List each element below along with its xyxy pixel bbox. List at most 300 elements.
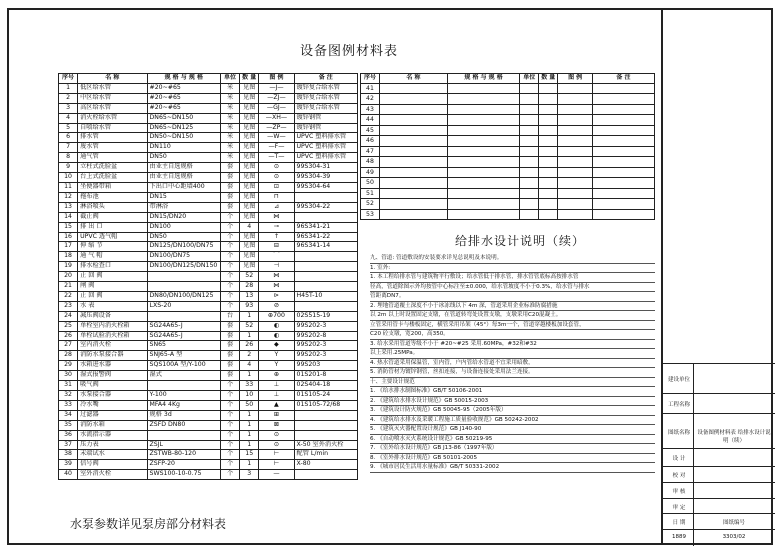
table-cell: 93 [240, 301, 259, 311]
table-cell [147, 311, 220, 321]
description-line: 立管采用管卡与楼板固定，横管采用吊架（45°）每3m一个，管道穿越楼板加设套管， [370, 321, 655, 331]
table-cell [539, 125, 558, 136]
table-cell: 1 [59, 83, 78, 93]
table-cell: H45T-10 [294, 291, 357, 301]
table-cell: 米 [221, 83, 240, 93]
table-header [59, 74, 358, 84]
footer-note: 水泵参数详见泵房部分材料表 [70, 517, 227, 531]
table-cell: —F— [259, 143, 294, 153]
table-cell: 低区给水管 [78, 83, 147, 93]
table-cell: 3 [59, 103, 78, 113]
table-cell: 1 [240, 430, 259, 440]
table-cell: ZSFD DN80 [147, 420, 220, 430]
table-cell: —XH— [259, 113, 294, 123]
table-row [59, 232, 358, 242]
table-cell: 米 [221, 103, 240, 113]
title-block-label: 建设单位 [667, 377, 690, 383]
table-cell: ⋈ [259, 282, 294, 292]
table-cell: 34 [59, 410, 78, 420]
table-cell: 40 [59, 470, 78, 480]
table-cell [539, 178, 558, 189]
table-cell: 51 [361, 188, 380, 199]
table-row [59, 331, 358, 341]
table-cell: 44 [361, 115, 380, 126]
table-cell: 见图 [240, 143, 259, 153]
table-cell: 个 [221, 282, 240, 292]
description-line: 九、管道: 管道敷设的安装要求详见总说明及本说明。 [370, 254, 655, 264]
table-cell: ZSFP-20 [147, 460, 220, 470]
description-line: 3. 给水采用管道等级不小于 #20~#25 采用.60MPa，#32和#32 [370, 340, 655, 350]
table-cell: 米 [221, 113, 240, 123]
table-cell [520, 125, 539, 136]
table-cell: 48 [361, 157, 380, 168]
table-cell [447, 199, 519, 210]
table-cell [520, 199, 539, 210]
table-cell [294, 410, 357, 420]
table-cell: 个 [221, 212, 240, 222]
column-header: 单位 [221, 74, 240, 84]
table-cell: X-50 室外消火栓 [294, 440, 357, 450]
table-cell: 消防水泵接合器 [78, 351, 147, 361]
sheet-title: 设备图例材料表 [300, 44, 399, 59]
title-block-row [663, 466, 775, 483]
table-row [59, 400, 358, 410]
table-row [361, 125, 655, 136]
table-cell: 套 [221, 182, 240, 192]
table-cell [294, 420, 357, 430]
table-cell [447, 94, 519, 105]
table-cell: 个 [221, 222, 240, 232]
table-cell [539, 94, 558, 105]
table-cell: 53 [361, 209, 380, 220]
table-cell: 13 [240, 291, 259, 301]
table-cell [379, 199, 447, 210]
table-cell: 99S202-3 [294, 321, 357, 331]
table-cell: 1 [240, 420, 259, 430]
table-cell: 2 [240, 351, 259, 361]
table-row [59, 301, 358, 311]
table-cell: UPVC 塑料排水管 [294, 133, 357, 143]
column-header: 数 量 [539, 74, 558, 84]
table-cell [379, 209, 447, 220]
table-cell: 台上式洗脸盆 [78, 173, 147, 183]
title-block [661, 8, 775, 545]
table-cell [592, 209, 654, 220]
title-block-label: 工程名称 [667, 402, 690, 408]
title-block-value: 图纸编号 [722, 520, 745, 526]
table-cell [539, 146, 558, 157]
table-cell [539, 199, 558, 210]
table-cell: 3 [240, 470, 259, 480]
table-cell: 见图 [240, 113, 259, 123]
table-cell: DN100/DN125/DN150 [147, 262, 220, 272]
table-cell: 27 [59, 341, 78, 351]
table-cell: 水箱进水器 [78, 361, 147, 371]
table-cell: 4 [240, 222, 259, 232]
table-cell: ⊕ [259, 371, 294, 381]
table-cell: ⊘ [259, 301, 294, 311]
table-cell [558, 199, 593, 210]
table-row [59, 163, 358, 173]
table-cell: 33 [240, 381, 259, 391]
table-cell: SWS100-10-0.75 [147, 470, 220, 480]
title-block-label: 设 计 [672, 456, 686, 462]
table-cell: 通气管 [78, 153, 147, 163]
table-cell: 47 [361, 146, 380, 157]
title-block-row [663, 498, 775, 514]
table-cell: ⊳ [259, 291, 294, 301]
table-cell: 米 [221, 123, 240, 133]
table-cell: 坐便器带箱 [78, 182, 147, 192]
table-cell [379, 115, 447, 126]
table-cell [558, 167, 593, 178]
table-cell: 5 [59, 123, 78, 133]
table-cell [539, 83, 558, 94]
table-cell [592, 146, 654, 157]
table-cell: 个 [221, 430, 240, 440]
table-cell: 水泵接合器 [78, 391, 147, 401]
table-cell: 拖布池 [78, 192, 147, 202]
table-cell: 49 [361, 167, 380, 178]
table-cell: 套 [221, 341, 240, 351]
table-cell [592, 94, 654, 105]
table-cell [294, 470, 357, 480]
table-cell [539, 157, 558, 168]
table-cell [447, 104, 519, 115]
table-cell: DN110 [147, 143, 220, 153]
table-cell: DN50 [147, 153, 220, 163]
table-cell [558, 209, 593, 220]
table-row [59, 262, 358, 272]
table-cell: DN50 [147, 232, 220, 242]
table-cell: 20 [59, 272, 78, 282]
table-cell: 50 [361, 178, 380, 189]
title-block-label: 图纸名称 [667, 429, 690, 436]
table-cell [558, 178, 593, 189]
table-cell: 消火栓给水管 [78, 113, 147, 123]
table-cell: 水流指示器 [78, 430, 147, 440]
table-cell: 镀锌复合给水管 [294, 83, 357, 93]
column-header: 规 格 与 规 格 [147, 74, 220, 84]
table-cell: 99S202-3 [294, 351, 357, 361]
table-cell: 4 [59, 113, 78, 123]
table-cell: ⊢ [259, 460, 294, 470]
table-cell: X-80 [294, 460, 357, 470]
column-header: 备 注 [294, 74, 357, 84]
table-cell: 22 [59, 291, 78, 301]
table-cell: 室外消火栓 [78, 470, 147, 480]
table-cell: #20~#65 [147, 83, 220, 93]
table-cell: 截止阀 [78, 212, 147, 222]
title-block-row [663, 513, 775, 530]
table-cell: 见图 [240, 93, 259, 103]
table-cell [558, 146, 593, 157]
table-cell: 23 [59, 301, 78, 311]
table-cell: 42 [361, 94, 380, 105]
table-cell: 见图 [240, 123, 259, 133]
table-cell: SG24A65-J [147, 331, 220, 341]
table-cell: —ZP— [259, 123, 294, 133]
table-cell: ⋈ [259, 272, 294, 282]
table-cell: 止 回 阀 [78, 272, 147, 282]
table-cell [294, 272, 357, 282]
title-block-row [663, 363, 775, 394]
column-header: 数 量 [240, 74, 259, 84]
table-cell: 2 [59, 93, 78, 103]
table-cell [520, 157, 539, 168]
table-row [59, 252, 358, 262]
table-row [59, 173, 358, 183]
table-cell [379, 188, 447, 199]
table-cell: —ZJ— [259, 93, 294, 103]
table-cell: 套 [221, 173, 240, 183]
table-cell: 50 [240, 400, 259, 410]
table-cell: 14 [59, 212, 78, 222]
table-header [361, 74, 655, 84]
table-cell [558, 188, 593, 199]
table-row [361, 146, 655, 157]
table-cell: 见图 [240, 133, 259, 143]
table-cell: 冷水嘴 [78, 400, 147, 410]
table-cell: 43 [361, 104, 380, 115]
table-cell: 17 [59, 242, 78, 252]
table-cell [447, 178, 519, 189]
table-cell [592, 83, 654, 94]
table-cell [520, 167, 539, 178]
table-cell: 吸气阀 [78, 381, 147, 391]
description-title: 给排水设计说明（续） [455, 234, 586, 248]
description-line: 2. 埋地管道覆土深度不小于冰冻线以下 4m 深，管道采用企业标准防腐措施 [370, 302, 655, 312]
table-cell: 99S202-3 [294, 341, 357, 351]
table-cell: 淋浴喷头 [78, 202, 147, 212]
table-row [59, 153, 358, 163]
table-cell: Y [259, 361, 294, 371]
table-cell [558, 125, 593, 136]
title-block-label: 审 核 [672, 489, 686, 495]
title-block-label: 审 定 [672, 504, 686, 511]
table-row [59, 93, 358, 103]
table-row [59, 321, 358, 331]
table-cell: 99S202-8 [294, 331, 357, 341]
table-cell: 单栓试验消火栓箱 [78, 331, 147, 341]
table-cell: —W— [259, 133, 294, 143]
table-cell: 15 [240, 450, 259, 460]
table-cell [147, 272, 220, 282]
table-cell [379, 136, 447, 147]
table-cell: ⊞ [259, 410, 294, 420]
title-block-value: 设备图例材料表 给排水设计说明（续） [697, 429, 771, 444]
table-cell: 19 [59, 262, 78, 272]
table-cell: 见图 [240, 153, 259, 163]
table-row [59, 212, 358, 222]
table-cell: 见图 [240, 173, 259, 183]
table-cell: 个 [221, 450, 240, 460]
table-cell: 止 回 阀 [78, 291, 147, 301]
table-row [59, 222, 358, 232]
column-header: 名 称 [379, 74, 447, 84]
table-cell: 见图 [240, 103, 259, 113]
table-cell: 个 [221, 301, 240, 311]
table-cell [539, 115, 558, 126]
table-cell: 自喷给水管 [78, 123, 147, 133]
table-cell: 10 [240, 391, 259, 401]
table-cell: —T— [259, 153, 294, 163]
table-row [59, 103, 358, 113]
table-cell: 99S304-22 [294, 202, 357, 212]
table-row [361, 167, 655, 178]
table-cell: ⊥ [259, 391, 294, 401]
table-cell: — [259, 470, 294, 480]
table-cell [592, 199, 654, 210]
table-cell: 信号阀 [78, 460, 147, 470]
table-cell: —J— [259, 83, 294, 93]
table-cell: 1 [240, 331, 259, 341]
table-cell: ⊕700 [259, 311, 294, 321]
description-line: 十、主要设计规范 [370, 378, 655, 388]
table-cell: 个 [221, 410, 240, 420]
title-block-row [663, 393, 775, 414]
table-cell: 套 [221, 163, 240, 173]
table-cell [379, 146, 447, 157]
table-row [59, 381, 358, 391]
table-cell [379, 104, 447, 115]
description-line: 7. 《室外给水设计规范》GB J13-86（1997年版） [370, 444, 655, 454]
table-row [59, 192, 358, 202]
table-cell: 13 [59, 202, 78, 212]
table-cell [520, 83, 539, 94]
table-cell: SNJ65-A 型 [147, 351, 220, 361]
table-cell [520, 136, 539, 147]
table-cell [558, 94, 593, 105]
table-cell: 02S404-18 [294, 381, 357, 391]
table-cell: 套 [221, 371, 240, 381]
table-cell: 镀锌钢管 [294, 113, 357, 123]
table-cell [592, 167, 654, 178]
table-cell: LXS-20 [147, 301, 220, 311]
table-cell: 末端试水 [78, 450, 147, 460]
table-cell: 个 [221, 420, 240, 430]
table-cell: 29 [59, 361, 78, 371]
table-cell [379, 167, 447, 178]
title-block-value: 3303/02 [722, 534, 746, 540]
description-line: 1. 《给水排水制图标准》GB/T 50106-2001 [370, 387, 655, 397]
table-row [59, 470, 358, 480]
table-cell: 6 [59, 133, 78, 143]
table-cell: 由业主自选规格 [147, 173, 220, 183]
table-cell: 个 [221, 440, 240, 450]
table-cell: 个 [221, 400, 240, 410]
table-cell [447, 136, 519, 147]
table-cell: DN15/DN20 [147, 212, 220, 222]
table-row [361, 199, 655, 210]
table-cell [592, 136, 654, 147]
table-cell [539, 188, 558, 199]
table-cell: 28 [59, 351, 78, 361]
description-line: 4. 《建筑给水排水及采暖工程施工质量验收规范》GB 50242-2002 [370, 416, 655, 426]
table-cell: ⊡ [259, 182, 294, 192]
table-cell [447, 115, 519, 126]
table-cell: 28 [240, 282, 259, 292]
table-row [59, 242, 358, 252]
table-cell [539, 209, 558, 220]
table-cell: 中区给水管 [78, 93, 147, 103]
table-cell: 套 [221, 331, 240, 341]
table-cell: 由业主自选规格 [147, 163, 220, 173]
table-cell: SN65 [147, 341, 220, 351]
materials-table [58, 73, 358, 480]
table-row [59, 282, 358, 292]
table-cell [558, 136, 593, 147]
materials-table-continued [360, 73, 655, 220]
description-line: 以 2m 以上时设置固定支墩，在管道转弯处设置支墩，支墩采用C20混凝土。 [370, 311, 655, 321]
table-cell: 套 [221, 361, 240, 371]
description-line: 5. 消防管材为镀锌钢管，丝扣连接，与设备连接处采用法兰连接。 [370, 368, 655, 378]
table-cell: DN65~DN150 [147, 113, 220, 123]
table-row [59, 371, 358, 381]
table-row [59, 291, 358, 301]
table-cell: 立柱式洗脸盆 [78, 163, 147, 173]
table-row [59, 143, 358, 153]
table-cell: 37 [59, 440, 78, 450]
table-cell: ⊣ [259, 262, 294, 272]
table-cell: ⊟ [259, 242, 294, 252]
table-cell: 99S304-31 [294, 163, 357, 173]
table-cell: 10 [59, 173, 78, 183]
table-cell [447, 157, 519, 168]
description-line: 8. 《室外排水设计规范》GB 50101-2005 [370, 454, 655, 464]
table-cell: 闸 阀 [78, 282, 147, 292]
description-line: 1. 本工程给排水管与建筑物平行敷设；给水管低于排水管，排水管管底标高按排水管 [370, 273, 655, 283]
table-row [59, 133, 358, 143]
table-cell: 4 [240, 361, 259, 371]
table-cell [379, 125, 447, 136]
table-cell: ⌒ [259, 252, 294, 262]
table-cell: 26 [240, 341, 259, 351]
table-cell: ⊙ [259, 440, 294, 450]
table-cell: 废水管 [78, 143, 147, 153]
table-row [59, 450, 358, 460]
table-cell: 个 [221, 470, 240, 480]
table-cell [447, 167, 519, 178]
table-cell: 96S341-22 [294, 232, 357, 242]
table-cell [558, 83, 593, 94]
table-cell: DN80/DN100/DN125 [147, 291, 220, 301]
column-header: 单位 [520, 74, 539, 84]
table-cell: 35 [59, 420, 78, 430]
table-cell: 米 [221, 143, 240, 153]
table-cell: 规格 3d [147, 410, 220, 420]
table-row [59, 341, 358, 351]
table-cell: ⊙ [259, 163, 294, 173]
table-row [361, 188, 655, 199]
table-cell: ⊙ [259, 173, 294, 183]
table-cell: 30 [59, 371, 78, 381]
table-cell: 见图 [240, 182, 259, 192]
description-line: 管距离DN7。 [370, 292, 655, 302]
table-cell: 压力表 [78, 440, 147, 450]
table-cell: 45 [361, 125, 380, 136]
table-cell: DN100 [147, 222, 220, 232]
table-cell [447, 209, 519, 220]
table-cell [294, 252, 357, 262]
table-cell [558, 104, 593, 115]
table-cell [539, 136, 558, 147]
table-cell [592, 188, 654, 199]
table-cell: DN15 [147, 192, 220, 202]
table-cell: ⊢ [259, 450, 294, 460]
description-line: 9. 《城市居民生活用水量标准》GB/T 50331-2002 [370, 463, 655, 473]
table-cell: 46 [361, 136, 380, 147]
